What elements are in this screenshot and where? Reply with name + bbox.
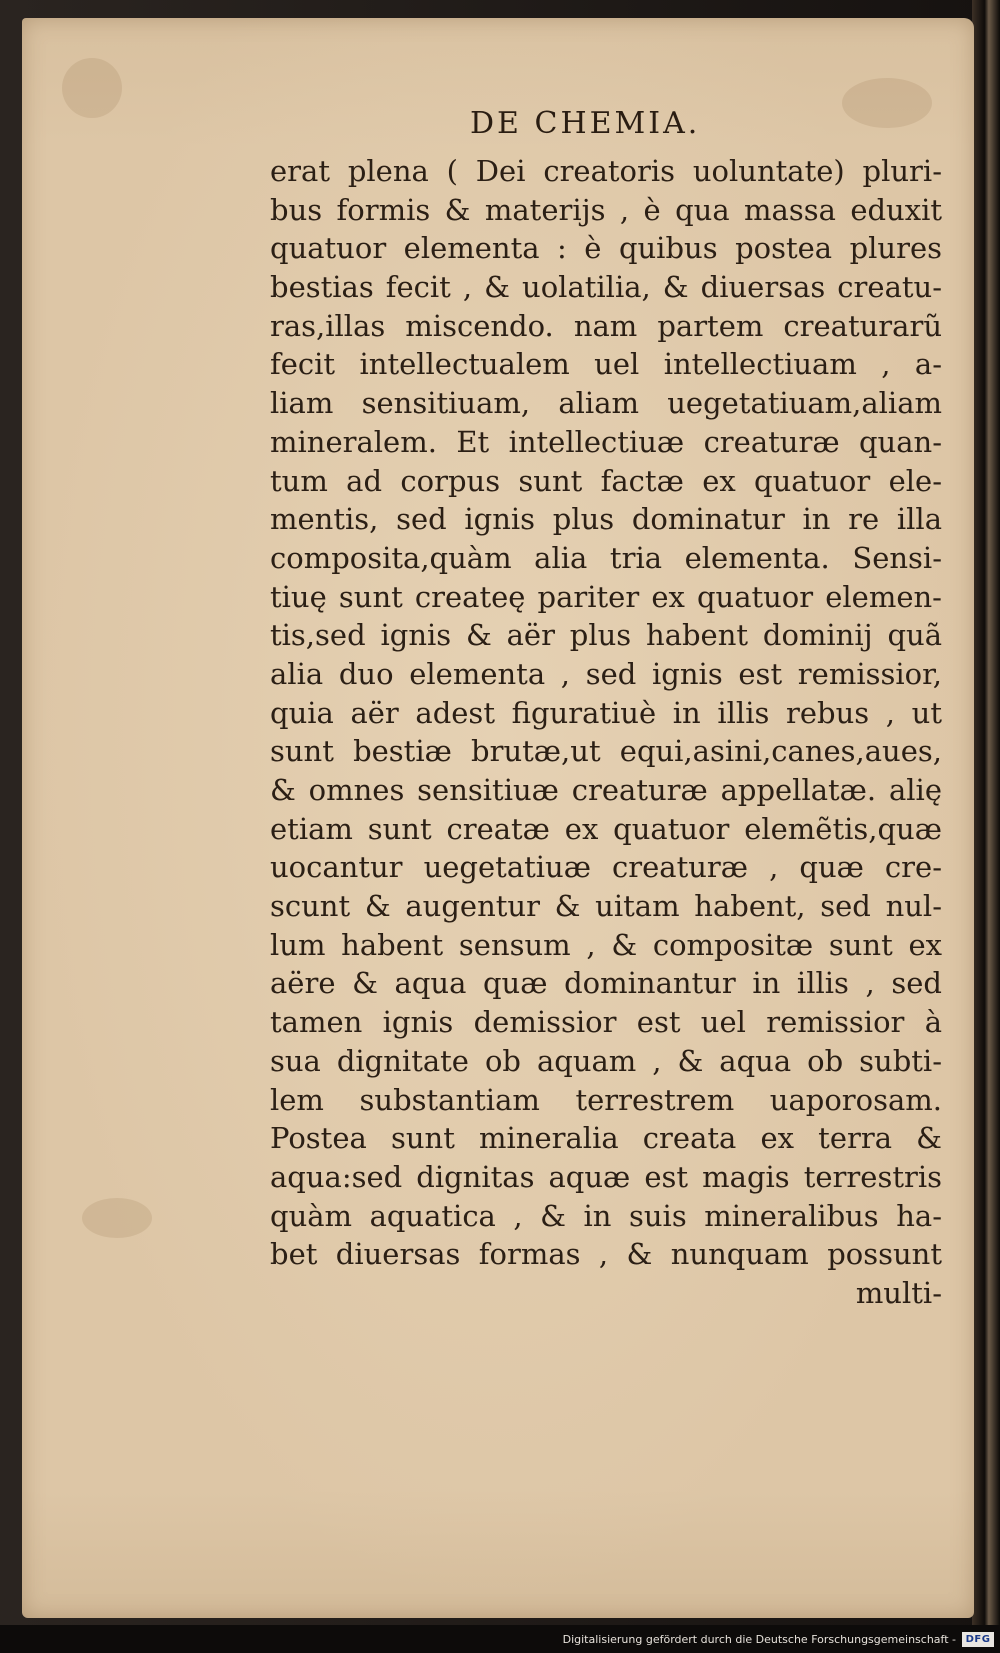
text-line: uocantur uegetatiuæ creaturæ , quæ cre- [270,850,942,885]
text-line: quia aër adest figuratiuè in illis rebus , ut [270,695,942,730]
text-line: lem substantiam terrestrem uaporosam. [270,1082,942,1117]
text-line: bus formis & materijs , è qua massa eduxit [270,192,942,227]
text-line: & omnes sensitiuæ creaturæ appellatæ. alię [270,773,942,807]
text-line: tis,sed ignis & aër plus habent dominij quã [270,618,942,653]
text-line: composita,quàm alia tria elementa. Sensi- [270,540,942,575]
text-line: sunt bestiæ brutæ,ut equi,asini,canes,aues, [270,734,942,769]
text-line: aqua:sed dignitas aquæ est magis terrestris [270,1159,942,1194]
text-line: fecit intellectualem uel intellectiuam , a- [270,347,942,382]
dfg-logo: DFG [962,1632,994,1647]
text-line: multi- [855,1275,942,1310]
text-line: alia duo elementa , sed ignis est remissior, [270,656,942,691]
funding-credit: Digitalisierung gefördert durch die Deutsche Forschungsgemeinschaft - [562,1633,956,1646]
text-line: mineralem. Et intellectiuæ creaturæ quan- [270,424,942,459]
text-line: scunt & augentur & uitam habent, sed nul- [270,889,942,924]
paper-stain [82,1198,152,1238]
paper-stain [62,58,122,118]
text-line: lum habent sensum , & compositæ sunt ex [270,927,942,962]
text-line: quàm aquatica , & in suis mineralibus ha- [270,1198,942,1233]
text-line: ras,illas miscendo. nam partem creaturarũ [270,308,942,343]
body-text [270,152,942,1313]
text-line: tiuę sunt createę pariter ex quatuor elemen- [270,579,942,614]
text-line: tamen ignis demissior est uel remissior à [270,1005,942,1040]
text-line: liam sensitiuam, aliam uegetatiuam,aliam [270,386,942,421]
text-line: erat plena ( Dei creatoris uoluntate) pluri- [270,154,942,188]
book-binding-edge [972,0,1000,1653]
text-line: Postea sunt mineralia creata ex terra & [270,1121,942,1156]
text-line: quatuor elementa : è quibus postea plures [270,231,942,266]
paper-stain [842,78,932,128]
text-line: etiam sunt creatæ ex quatuor elemẽtis,quæ [270,811,942,846]
text-line: sua dignitate ob aquam , & aqua ob subti- [270,1043,942,1078]
running-head: DE CHEMIA. [470,106,701,141]
text-line: bet diuersas formas , & nunquam possunt [270,1237,942,1272]
text-line: mentis, sed ignis plus dominatur in re illa [270,502,942,537]
text-line: bestias fecit , & uolatilia, & diuersas creatu- [270,270,942,305]
text-line: tum ad corpus sunt factæ ex quatuor ele- [270,463,942,498]
text-line: aëre & aqua quæ dominantur in illis , sed [270,966,942,1001]
